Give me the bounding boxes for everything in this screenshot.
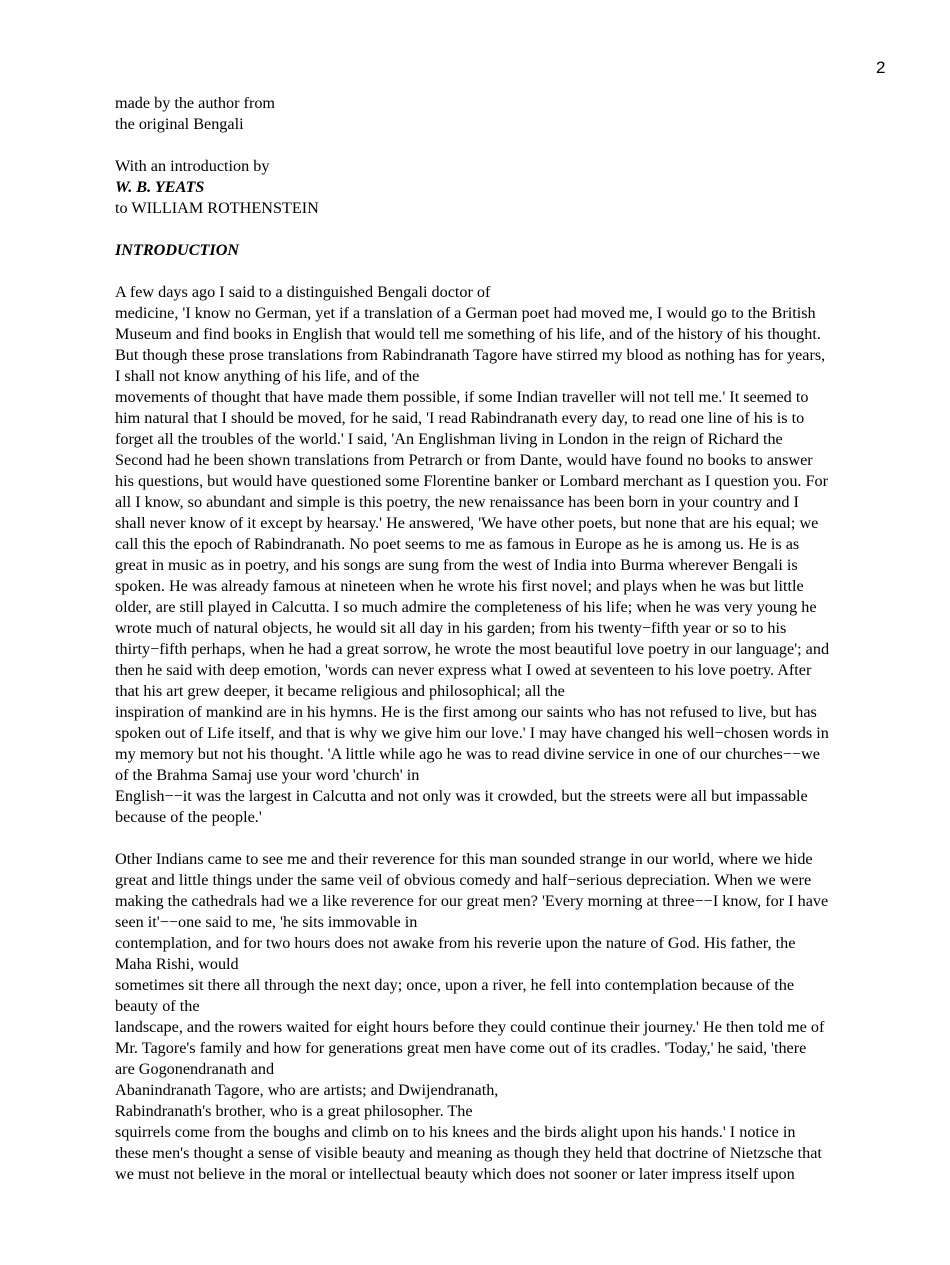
text-line: we must not believe in the moral or intellectual beauty which does not sooner or later impress itself upon xyxy=(115,1165,795,1183)
page-content xyxy=(115,93,893,1185)
dedication: to WILLIAM ROTHENSTEIN xyxy=(115,199,319,217)
text-line: sometimes sit there all through the next day; once, upon a river, he fell into contemplation because of the xyxy=(115,976,795,994)
text-line: Museum and find books in English that would tell me something of his life, and of the history of his thought. xyxy=(115,325,821,343)
text-line: wrote much of natural objects, he would sit all day in his garden; from his twenty−fifth year or so to his xyxy=(115,619,787,637)
text-line: my memory but not his thought. 'A little while ago he was to read divine service in one of our churches−−we xyxy=(115,745,820,763)
front-matter-line: made by the author from xyxy=(115,94,276,112)
text-line: But though these prose translations from Rabindranath Tagore have stirred my blood as nothing has for years, xyxy=(115,346,826,364)
text-line: Other Indians came to see me and their reverence for this man sounded strange in our world, where we hide xyxy=(115,850,813,868)
text-line: because of the people.' xyxy=(115,808,262,826)
text-line: then he said with deep emotion, 'words can never express what I owed at seventeen to his love poetry. After xyxy=(115,661,812,679)
page-number: 2 xyxy=(876,58,886,77)
text-line: of the Brahma Samaj use your word 'church' in xyxy=(115,766,420,784)
text-line: Abanindranath Tagore, who are artists; and Dwijendranath, xyxy=(115,1081,499,1099)
text-line: spoken. He was already famous at nineteen when he wrote his first novel; and plays when he was but little xyxy=(115,577,804,595)
text-line: shall never know of it except by hearsay.' He answered, 'We have other poets, but none that are his equal; we xyxy=(115,514,819,532)
text-line: A few days ago I said to a distinguished Bengali doctor of xyxy=(115,283,491,301)
text-line: movements of thought that have made them possible, if some Indian traveller will not tell me.' It seemed to xyxy=(115,388,809,406)
text-line: call this the epoch of Rabindranath. No poet seems to me as famous in Europe as he is among us. He is as xyxy=(115,535,800,553)
text-line: that his art grew deeper, it became religious and philosophical; all the xyxy=(115,682,565,700)
text-line: his questions, but would have questioned some Florentine banker or Lombard merchant as I question you. For xyxy=(115,472,829,490)
text-line: Maha Rishi, would xyxy=(115,955,239,973)
text-line: great in music as in poetry, and his songs are sung from the west of India into Burma wherever Bengali is xyxy=(115,556,798,574)
author-name: W. B. YEATS xyxy=(115,178,205,196)
text-line: beauty of the xyxy=(115,997,200,1015)
text-line: making the cathedrals had we a like reverence for our great men? 'Every morning at three−−I know, for I have xyxy=(115,892,829,910)
text-line: inspiration of mankind are in his hymns. He is the first among our saints who has not refused to live, but has xyxy=(115,703,817,721)
text-line: landscape, and the rowers waited for eight hours before they could continue their journey.' He then told me of xyxy=(115,1018,825,1036)
text-line: thirty−fifth perhaps, when he had a great sorrow, he wrote the most beautiful love poetry in our language'; and xyxy=(115,640,830,658)
text-line: squirrels come from the boughs and climb on to his knees and the birds alight upon his hands.' I notice in xyxy=(115,1123,796,1141)
text-line: forget all the troubles of the world.' I said, 'An Englishman living in London in the reign of Richard the xyxy=(115,430,783,448)
introduction-by-label: With an introduction by xyxy=(115,157,270,175)
text-line: English−−it was the largest in Calcutta and not only was it crowded, but the streets were all but impassable xyxy=(115,787,808,805)
text-line: medicine, 'I know no German, yet if a translation of a German poet had moved me, I would go to the British xyxy=(115,304,816,322)
text-line: all I know, so abundant and simple is this poetry, the new renaissance has been born in your country and I xyxy=(115,493,799,511)
text-line: Mr. Tagore's family and how for generations great men have come out of its cradles. 'Today,' he said, 'there xyxy=(115,1039,807,1057)
text-line: Rabindranath's brother, who is a great philosopher. The xyxy=(115,1102,473,1120)
text-line: seen it'−−one said to me, 'he sits immovable in xyxy=(115,913,418,931)
paragraph-1 xyxy=(115,282,893,828)
text-line: Second had he been shown translations from Petrarch or from Dante, would have found no books to answer xyxy=(115,451,813,469)
text-line: I shall not know anything of his life, and of the xyxy=(115,367,420,385)
text-line: are Gogonendranath and xyxy=(115,1060,275,1078)
paragraph-2 xyxy=(115,849,893,1185)
text-line: these men's thought a sense of visible beauty and meaning as though they held that doctrine of Nietzsche that xyxy=(115,1144,822,1162)
text-line: older, are still played in Calcutta. I so much admire the completeness of his life; when he was very young he xyxy=(115,598,817,616)
section-heading: INTRODUCTION xyxy=(115,241,240,259)
text-line: great and little things under the same veil of obvious comedy and half−serious depreciation. When we were xyxy=(115,871,812,889)
text-line: contemplation, and for two hours does not awake from his reverie upon the nature of God. His father, the xyxy=(115,934,796,952)
text-line: him natural that I should be moved, for he said, 'I read Rabindranath every day, to read one line of his is to xyxy=(115,409,805,427)
text-line: spoken out of Life itself, and that is why we give him our love.' I may have changed his well−chosen words in xyxy=(115,724,829,742)
front-matter-line: the original Bengali xyxy=(115,115,244,133)
